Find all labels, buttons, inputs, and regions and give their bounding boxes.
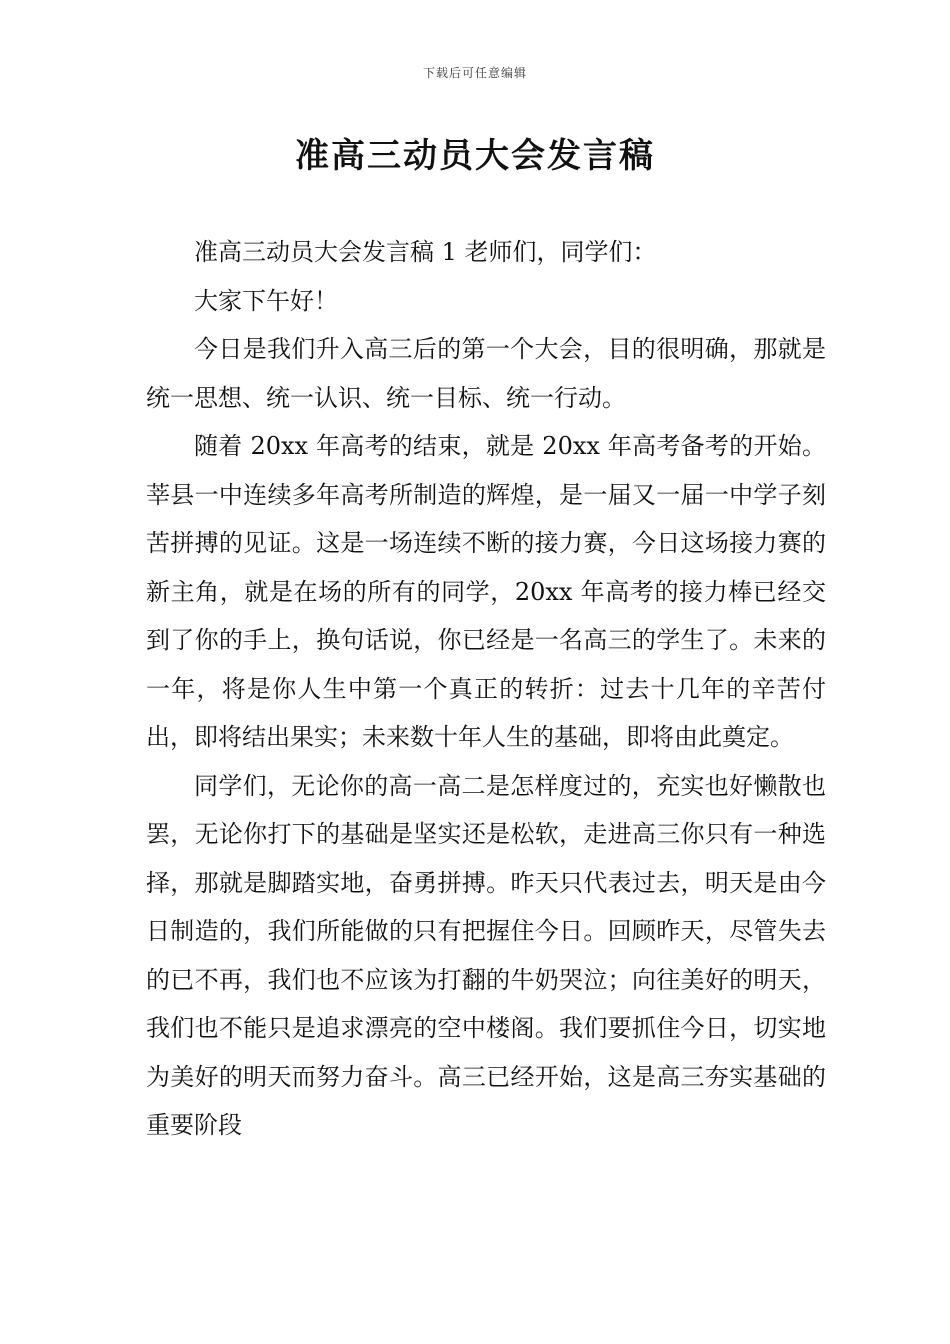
document-title: 准高三动员大会发言稿 [295,136,655,176]
paragraph-3: 今日是我们升入高三后的第一个大会，目的很明确，那就是统一思想、统一认识、统一目标、统一行动。 [146,335,826,412]
paragraph-4: 随着 20xx 年高考的结束，就是 20xx 年高考备考的开始。莘县一中连续多年高考所制造的辉煌，是一届又一届一中学子刻苦拼搏的见证。这是一场连续不断的接力赛，今日这场接力赛的新主角，就是在场的所有的同学，20xx 年高考的接力棒已经交到了你的手上，换句话说，你已经是一名高三的学生了。未来的一年，将是你人生中第一个真正的转折：过去十几年的辛苦付出，即将结出果实；未来数十年人生的基础，即将由此奠定。 [146,432,826,751]
header-note: 下载后可任意编辑 [422,66,527,80]
paragraph-1: 准高三动员大会发言稿 1 老师们，同学们： [194,238,657,266]
paragraph-5: 同学们，无论你的高一高二是怎样度过的，充实也好懒散也罢，无论你打下的基础是坚实还是松软，走进高三你只有一种选择，那就是脚踏实地，奋勇拼搏。昨天只代表过去，明天是由今日制造的，我们所能做的只有把握住今日。回顾昨天，尽管失去的已不再，我们也不应该为打翻的牛奶哭泣；向往美好的明天，我们也不能只是追求漂亮的空中楼阁。我们要抓住今日，切实地为美好的明天而努力奋斗。高三已经开始，这是高三夯实基础的重要阶段 [146,771,826,1139]
document-body [146,228,826,1150]
paragraph-2: 大家下午好！ [194,286,338,315]
